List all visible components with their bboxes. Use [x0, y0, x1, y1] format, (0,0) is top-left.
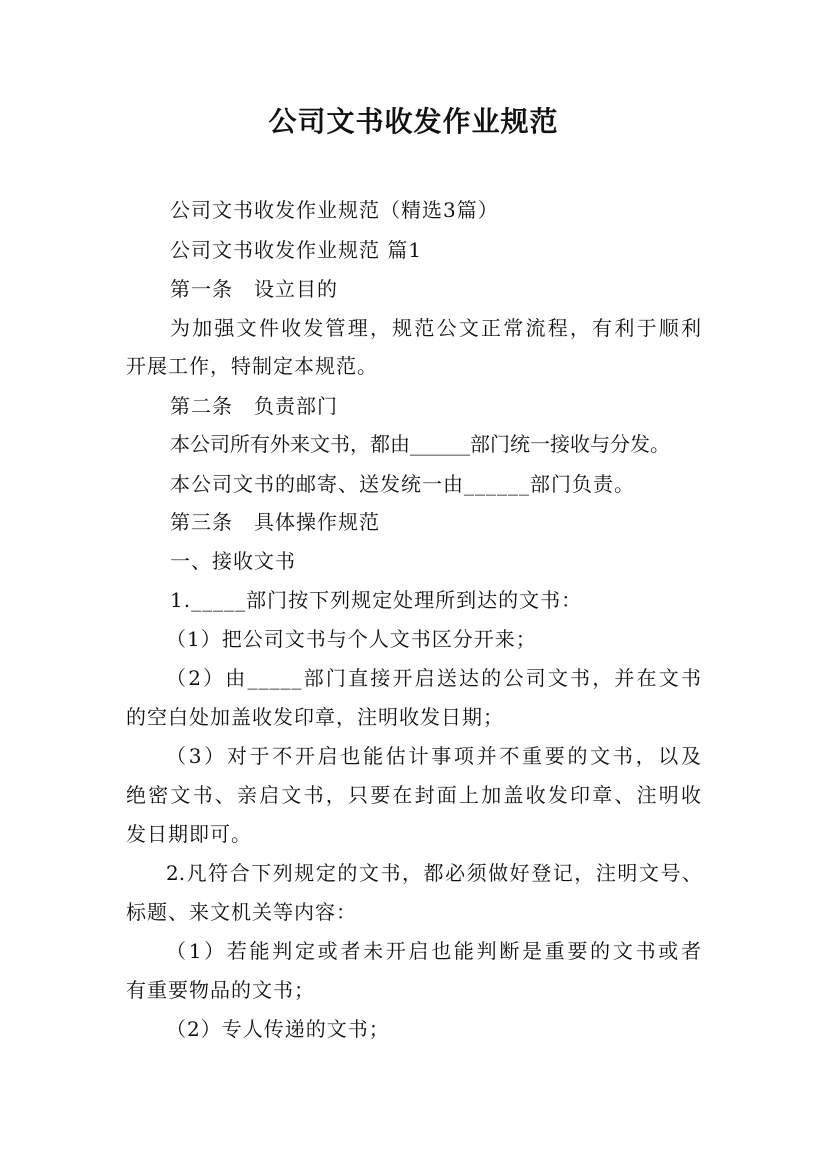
subsection-heading: 一、接收文书 [170, 549, 296, 573]
list-item: （1）把公司文书与个人文书区分开来； [166, 627, 537, 651]
section-heading-1: 第一条 设立目的 [170, 277, 338, 301]
paragraph-line: 开展工作，特制定本规范。 [126, 354, 378, 378]
paragraph-line: 本公司文书的邮寄、送发统一由______部门负责。 [170, 472, 635, 496]
paragraph-line: 发日期即可。 [126, 822, 252, 846]
collection-heading: 公司文书收发作业规范（精选3篇） [170, 198, 499, 222]
paragraph-line: 标题、来文机关等内容： [126, 900, 357, 924]
section-heading-3: 第三条 具体操作规范 [170, 510, 380, 534]
paragraph-line: 绝密文书、亲启文书，只要在封面上加盖收发印章、注明收 [126, 783, 702, 807]
article-heading: 公司文书收发作业规范 篇1 [170, 238, 423, 262]
list-item: （3）对于不开启也能估计事项并不重要的文书，以及 [166, 744, 702, 768]
section-heading-2: 第二条 负责部门 [170, 394, 338, 418]
list-item: （2）由_____部门直接开启送达的公司文书，并在文书 [166, 666, 702, 690]
document-title: 公司文书收发作业规范 [268, 105, 559, 138]
paragraph-line: 有重要物品的文书； [126, 978, 315, 1002]
paragraph-line: 为加强文件收发管理，规范公文正常流程，有利于顺利 [170, 316, 702, 340]
list-item: 2.凡符合下列规定的文书，都必须做好登记，注明文号、 [166, 861, 702, 885]
list-item: （2）专人传递的文书； [166, 1017, 390, 1041]
paragraph-line: 的空白处加盖收发印章，注明收发日期； [126, 705, 504, 729]
list-item: 1._____部门按下列规定处理所到达的文书： [170, 588, 583, 612]
paragraph-line: 本公司所有外来文书，都由______部门统一接收与分发。 [170, 432, 670, 456]
list-item: （1）若能判定或者未开启也能判断是重要的文书或者 [166, 939, 702, 963]
